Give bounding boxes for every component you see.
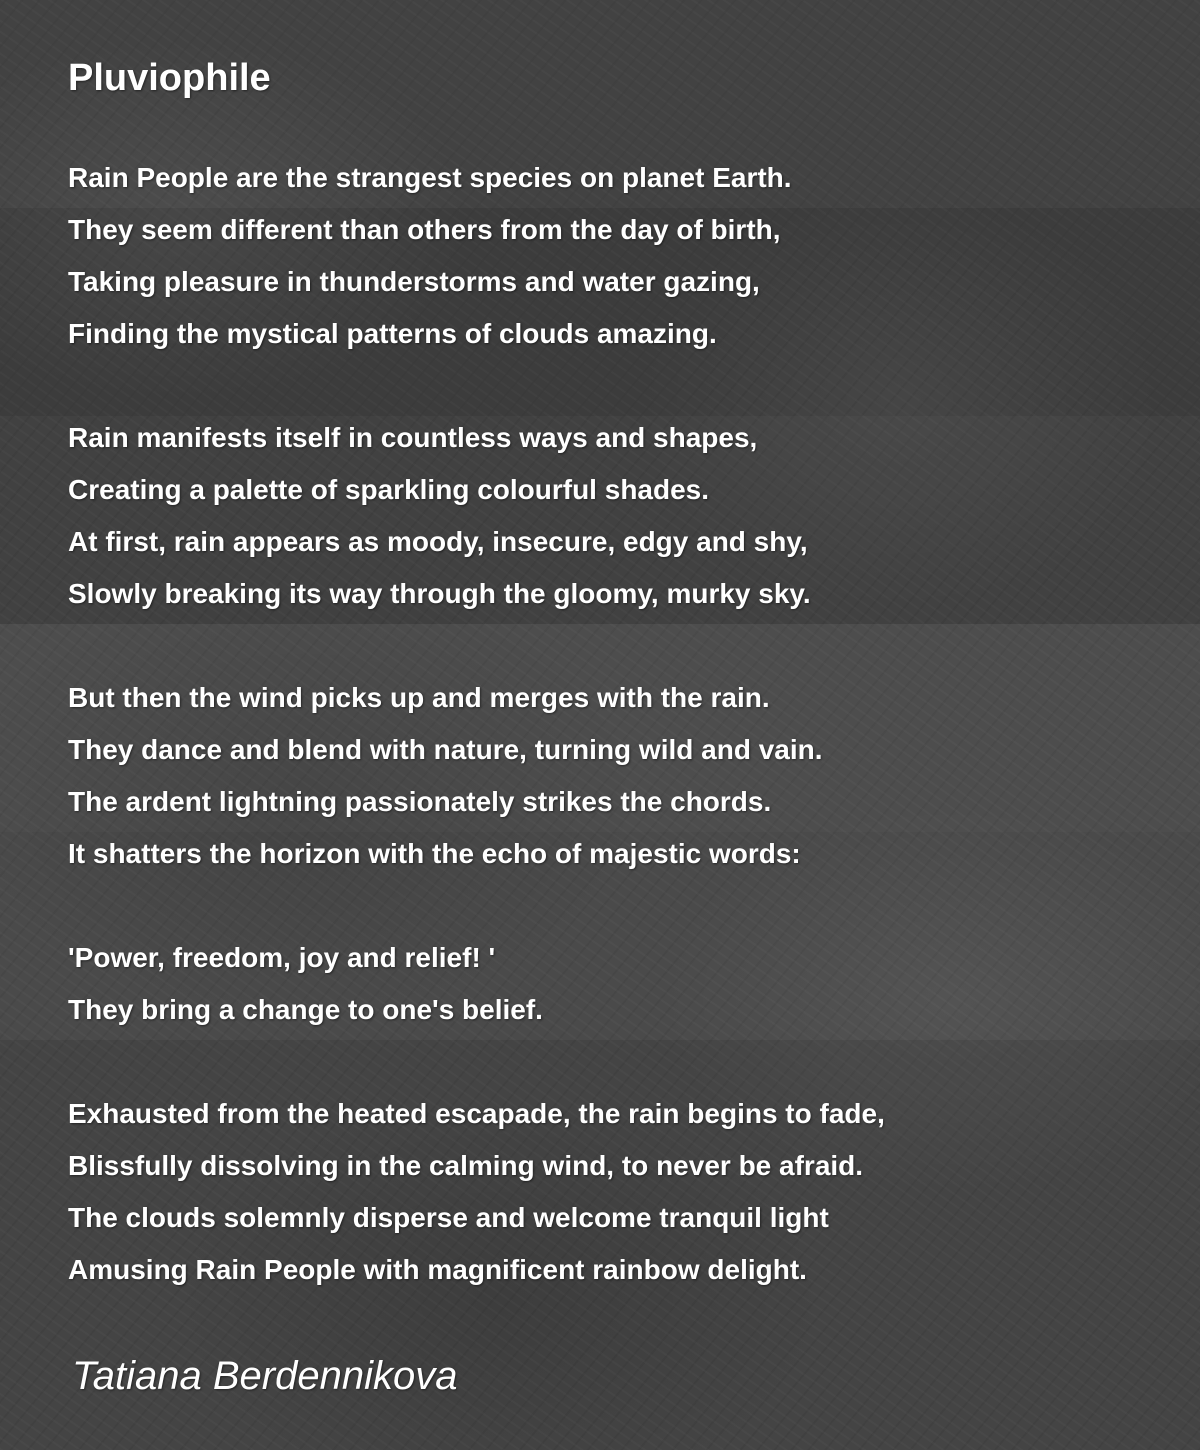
poem-line: Creating a palette of sparkling colourful shades. (68, 474, 710, 505)
stanza-break (68, 620, 885, 672)
poem-author: Tatiana Berdennikova (72, 1354, 458, 1398)
poem-line: Blissfully dissolving in the calming wind, to never be afraid. (68, 1150, 864, 1181)
poem-line: Rain manifests itself in countless ways and shapes, (68, 422, 758, 453)
poem-title: Pluviophile (68, 57, 271, 99)
poem-line: It shatters the horizon with the echo of majestic words: (68, 838, 801, 869)
poem-line: But then the wind picks up and merges with the rain. (68, 682, 770, 713)
poem-line: At first, rain appears as moody, insecure, edgy and shy, (68, 526, 808, 557)
poem-line: The clouds solemnly disperse and welcome tranquil light (68, 1202, 829, 1233)
poem-line: Exhausted from the heated escapade, the rain begins to fade, (68, 1098, 885, 1129)
stanza-break (68, 880, 885, 932)
stanza-break (68, 360, 885, 412)
poem-line: Rain People are the strangest species on planet Earth. (68, 162, 792, 193)
poem-line: 'Power, freedom, joy and relief! ' (68, 942, 496, 973)
poem-line: They seem different than others from the day of birth, (68, 214, 781, 245)
poem-line: The ardent lightning passionately strikes the chords. (68, 786, 772, 817)
poem-line: They dance and blend with nature, turning wild and vain. (68, 734, 823, 765)
poem-line: Taking pleasure in thunderstorms and water gazing, (68, 266, 760, 297)
stanza-break (68, 1036, 885, 1088)
poem-line: They bring a change to one's belief. (68, 994, 543, 1025)
poem-line: Amusing Rain People with magnificent rainbow delight. (68, 1254, 807, 1285)
poem-line: Slowly breaking its way through the gloomy, murky sky. (68, 578, 811, 609)
poem-body (68, 152, 885, 1296)
poem-line: Finding the mystical patterns of clouds amazing. (68, 318, 717, 349)
